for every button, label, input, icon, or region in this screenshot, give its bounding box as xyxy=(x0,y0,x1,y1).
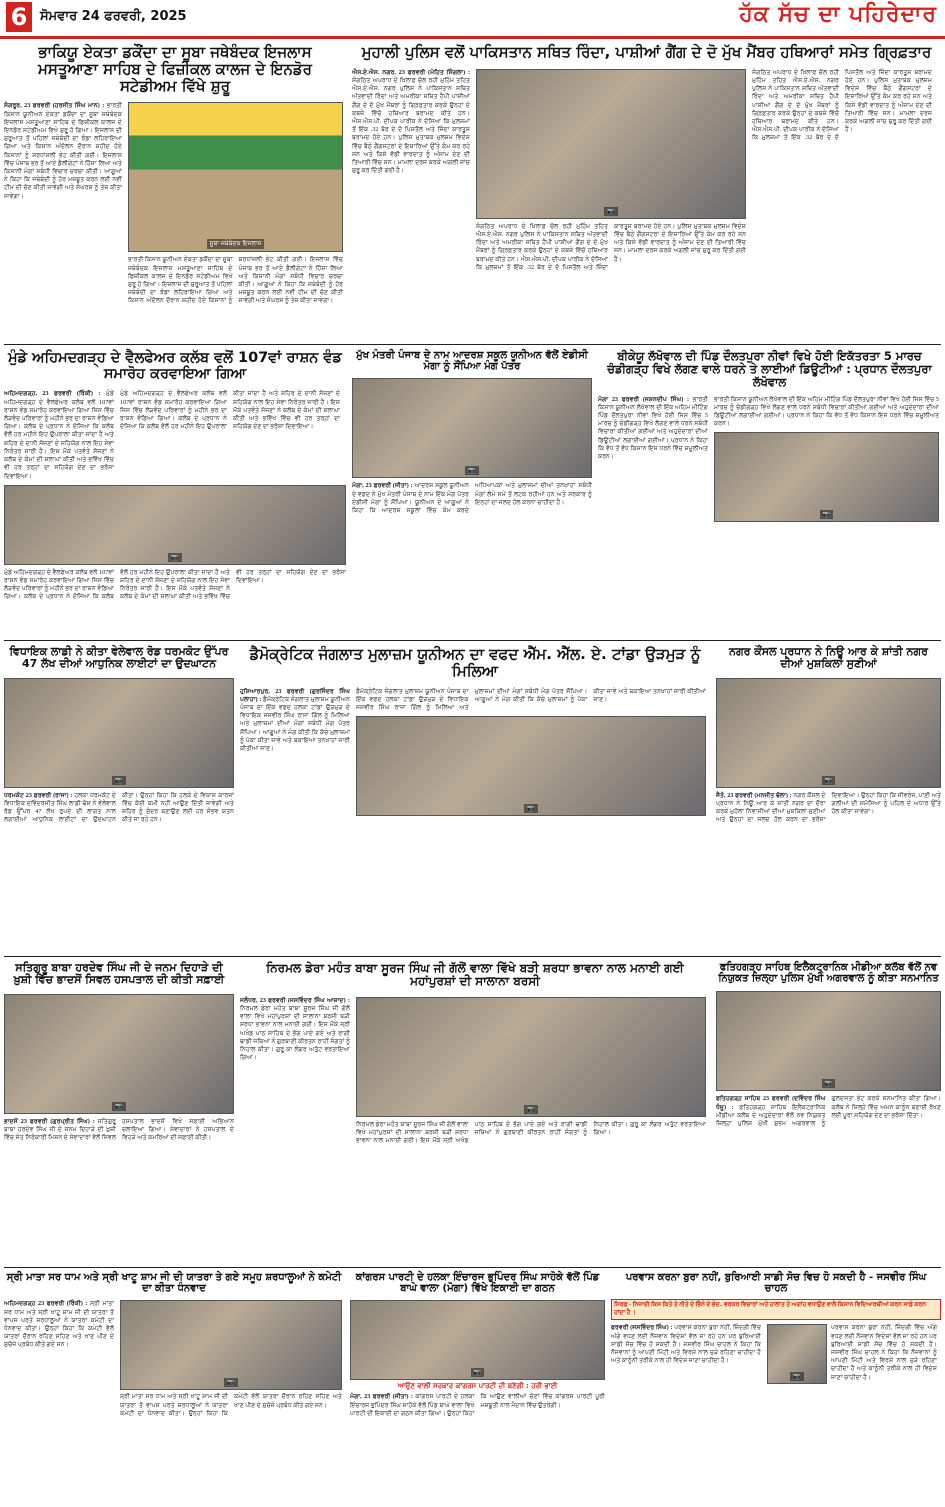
article-headline: ਭਾਕਿਯੂ ਏਕਤਾ ਡਕੌਂਦਾ ਦਾ ਸੂਬਾ ਜਥੇਬੰਦਕ ਇਜਲਾਸ ਮਸਤੂਆਣਾ ਸਾਹਿਬ ਦੇ ਫਿਜ਼ੀਕਲ ਕਾਲਜ ਦੇ ਇਨਡੋਰ ਸਟੇਡੀਅਮ ਵਿੱਖੇ ਸ਼ੁਰੂ xyxy=(38,43,312,95)
article-photo: 📷 xyxy=(4,485,346,565)
article-barsi: ਨਿਰਮਲ ਡੇਰਾ ਮਹੰਤ ਬਾਬਾ ਸੂਰਜ ਸਿੰਘ ਜੀ ਗੱਲੋਂ ਵਾਲਾ ਵਿੱਖੇ ਬੜੀ ਸ਼ਰਧਾ ਭਾਵਨਾ ਨਾਲ ਮਨਾਈ ਗਈ ਮਹਾਂਪੁਰਸ਼ਾਂ ਦੀ ਸਾਲਾਨਾ ਬਰਸੀ ਜਲੰਧਰ, 23 ਫਰਵਰੀ (ਜਸਵਿੰਦਰ ਸਿੰਘ ਆਜ਼ਾਦ) : ਨਿਰਮਲ ਡੇਰਾ ਮਹੰਤ ਬਾਬਾ ਸੂਰਜ ਸਿੰਘ ਜੀ ਗੱਲੋਂ ਵਾਲਾ ਵਿਖੇ ਮਹਾਂਪੁਰਸ਼ਾਂ ਦੀ ਸਾਲਾਨਾ ਬਰਸੀ ਬੜੀ ਸ਼ਰਧਾ ਭਾਵਨਾ ਨਾਲ ਮਨਾਈ ਗਈ। ਇਸ ਮੌਕੇ ਸ੍ਰੀ ਅਖੰਡ ਪਾਠ ਸਾਹਿਬ ਦੇ ਭੋਗ ਪਾਏ ਗਏ ਅਤੇ ਰਾਗੀ ਢਾਡੀ ਜਥਿਆਂ ਨੇ ਗੁਰਬਾਣੀ ਕੀਰਤਨ ਰਾਹੀਂ ਸੰਗਤਾਂ ਨੂੰ ਨਿਹਾਲ ਕੀਤਾ। ਗੁਰੂ ਕਾ ਲੰਗਰ ਅਤੁੱਟ ਵਰਤਾਇਆ ਗਿਆ। 📷 ਨਿਰਮਲ ਡੇਰਾ ਮਹੰਤ ਬਾਬਾ ਸੂਰਜ ਸਿੰਘ ਜੀ ਗੱਲੋਂ ਵਾਲਾ ਵਿਖੇ ਮਹਾਂਪੁਰਸ਼ਾਂ ਦੀ ਸਾਲਾਨਾ ਬਰਸੀ ਬੜੀ ਸ਼ਰਧਾ ਭਾਵਨਾ ਨਾਲ ਮਨਾਈ ਗਈ। ਇਸ ਮੌਕੇ ਸ੍ਰੀ ਅਖੰਡ ਪਾਠ ਸਾਹਿਬ ਦੇ ਭੋਗ ਪਾਏ ਗਏ ਅਤੇ ਰਾਗੀ ਢਾਡੀ ਜਥਿਆਂ ਨੇ ਗੁਰਬਾਣੀ ਕੀਰਤਨ ਰਾਹੀਂ ਸੰਗਤਾਂ ਨੂੰ ਨਿਹਾਲ ਕੀਤਾ। ਗੁਰੂ ਕਾ ਲੰਗਰ ਅਤੁੱਟ ਵਰਤਾਇਆ ਗਿਆ। xyxy=(240,960,710,1265)
article-headline: ਮੁਹਾਲੀ ਪੁਲਿਸ ਵਲੋਂ ਪਾਕਿਸਤਾਨ ਸਥਿਤ ਰਿੰਦਾ, ਪਾਸ਼ੀਆਂ ਗੈਂਗ ਦੇ ਦੋ ਮੁੱਖ ਮੈਂਬਰ ਹਥਿਆਰਾਂ ਸਮੇਤ ਗ੍ਰਿਫ਼ਤਾਰ xyxy=(361,43,932,61)
photo-banner: ਆਉਣ ਵਾਲੀ ਸਰਕਾਰ ਕਾਂਗਰਸ ਪਾਰਟੀ ਦੀ ਬਣੇਗੀ : ਹਰੀ ਭਾਈ xyxy=(397,1382,558,1391)
article-media-club: ਫਤਿਹਗੜ੍ਹ ਸਾਹਿਬ ਇਲੈਕਟ੍ਰਾਨਿਕ ਮੀਡੀਆ ਕਲੱਬ ਵੱਲੋਂ ਨਵ ਨਿਯੁਕਤ ਜ਼ਿਲ੍ਹਾ ਪੁਲਿਸ ਮੁੱਖੀ ਅਗਰਵਾਲ ਨੂੰ ਕੀਤਾ ਸਨਮਾਨਿਤ 📷 ਫਤਿਹਗੜ੍ਹ ਸਾਹਿਬ 23 ਫਰਵਰੀ (ਦਵਿੰਦਰ ਸਿੰਘ ਧੰਜੂ) : ਫਤਿਹਗੜ੍ਹ ਸਾਹਿਬ ਇਲੈਕਟ੍ਰਾਨਿਕ ਮੀਡੀਆ ਕਲੱਬ ਦੇ ਅਹੁਦੇਦਾਰਾਂ ਵੱਲੋਂ ਨਵ ਨਿਯੁਕਤ ਜ਼ਿਲ੍ਹਾ ਪੁਲਿਸ ਮੁੱਖੀ ਸ਼ੁਭਮ ਅਗਰਵਾਲ ਨੂੰ ਗੁਲਦਸਤਾ ਭੇਟ ਕਰਕੇ ਸਨਮਾਨਿਤ ਕੀਤਾ ਗਿਆ। ਕਲੱਬ ਨੇ ਜ਼ਿਲ੍ਹੇ ਵਿੱਚ ਅਮਨ ਕਾਨੂੰਨ ਬਣਾਈ ਰੱਖਣ ਲਈ ਪੂਰਾ ਸਹਿਯੋਗ ਦੇਣ ਦਾ ਭਰੋਸਾ ਦਿੱਤਾ। xyxy=(716,962,941,1127)
article-photo: 📷 xyxy=(350,1300,605,1380)
article-headline: ਕਾਂਗਰਸ ਪਾਰਟੀ ਦੇ ਹਲਕਾ ਇੰਚਾਰਜ ਭੁਪਿੰਦਰ ਸਿੰਘ ਸਾਹੋਕੇ ਵੱਲੋਂ ਪਿੰਡ ਬਾਘੇ ਵਾਲਾ (ਮੋਗਾ) ਵਿੱਖੇ ਇਕਾਈ ਦਾ ਗਠਨ xyxy=(355,1272,600,1295)
article-headline: ਸਤਿਗੁਰੂ ਬਾਬਾ ਹਰਦੇਵ ਸਿੰਘ ਜੀ ਦੇ ਜਨਮ ਦਿਹਾੜੇ ਦੀ ਖ਼ੁਸ਼ੀ ਵਿੱਚ ਭਾਦਸੋਂ ਸਿਵਲ ਹਸਪਤਾਲ ਦੀ ਕੀਤੀ ਸਫ਼ਾਈ xyxy=(13,961,225,987)
article-forest-union: ਡੈਮੋਕ੍ਰੇਟਿਕ ਜੰਗਲਾਤ ਮੁਲਾਜ਼ਮ ਯੂਨੀਅਨ ਦਾ ਵਫਦ ਐੱਮ. ਐੱਲ. ਏ. ਟਾਂਡਾ ਉੜਮੁੜ ਨੂੰ ਮਿਲਿਆ ਹੁਸ਼ਿਆਰਪੁਰ, 23 ਫਰਵਰੀ (ਗੁਰਜਿੰਦਰ ਸਿੰਘ ਪਲਾਹਾ) : ਡੈਮੋਕ੍ਰੇਟਿਕ ਜੰਗਲਾਤ ਮੁਲਾਜ਼ਮ ਯੂਨੀਅਨ ਪੰਜਾਬ ਦਾ ਇੱਕ ਵਫਦ ਹਲਕਾ ਟਾਂਡਾ ਉੜਮੁੜ ਦੇ ਵਿਧਾਇਕ ਜਸਵੀਰ ਸਿੰਘ ਰਾਜਾ ਗਿੱਲ ਨੂੰ ਮਿਲਿਆ ਅਤੇ ਮੁਲਾਜ਼ਮਾਂ ਦੀਆਂ ਮੰਗਾਂ ਸਬੰਧੀ ਮੰਗ ਪੱਤਰ ਸੌਂਪਿਆ। ਆਗੂਆਂ ਨੇ ਮੰਗ ਕੀਤੀ ਕਿ ਕੱਚੇ ਮੁਲਾਜ਼ਮਾਂ ਨੂੰ ਪੱਕਾ ਕੀਤਾ ਜਾਵੇ ਅਤੇ ਬਕਾਇਆ ਤਨਖ਼ਾਹਾਂ ਜਾਰੀ ਕੀਤੀਆਂ ਜਾਣ। ਡੈਮੋਕ੍ਰੇਟਿਕ ਜੰਗਲਾਤ ਮੁਲਾਜ਼ਮ ਯੂਨੀਅਨ ਪੰਜਾਬ ਦਾ ਇੱਕ ਵਫਦ ਹਲਕਾ ਟਾਂਡਾ ਉੜਮੁੜ ਦੇ ਵਿਧਾਇਕ ਜਸਵੀਰ ਸਿੰਘ ਰਾਜਾ ਗਿੱਲ ਨੂੰ ਮਿਲਿਆ ਅਤੇ ਮੁਲਾਜ਼ਮਾਂ ਦੀਆਂ ਮੰਗਾਂ ਸਬੰਧੀ ਮੰਗ ਪੱਤਰ ਸੌਂਪਿਆ। ਆਗੂਆਂ ਨੇ ਮੰਗ ਕੀਤੀ ਕਿ ਕੱਚੇ ਮੁਲਾਜ਼ਮਾਂ ਨੂੰ ਪੱਕਾ ਕੀਤਾ ਜਾਵੇ ਅਤੇ ਬਕਾਇਆ ਤਨਖ਼ਾਹਾਂ ਜਾਰੀ ਕੀਤੀਆਂ ਜਾਣ। 📷 xyxy=(240,644,710,954)
article-photo xyxy=(128,102,343,252)
article-headline: ਡੈਮੋਕ੍ਰੇਟਿਕ ਜੰਗਲਾਤ ਮੁਲਾਜ਼ਮ ਯੂਨੀਅਨ ਦਾ ਵਫਦ ਐੱਮ. ਐੱਲ. ਏ. ਟਾਂਡਾ ਉੜਮੁੜ ਨੂੰ ਮਿਲਿਆ xyxy=(249,645,701,680)
article-photo: 📷 xyxy=(4,678,234,788)
article-photo: 📷 xyxy=(714,432,939,522)
article-ladi-lights: ਵਿਧਾਇਕ ਲਾਡੀ ਨੇ ਕੀਤਾ ਵੇਲੇਵਾਲ ਰੋਡ ਧਰਮਕੋਟ ਉੱਪਰ 47 ਲੱਖ ਦੀਆਂ ਆਧੁਨਿਕ ਲਾਈਟਾਂ ਦਾ ਉਦਘਾਟਨ 📷 ਧਰਮਕੋਟ 23 ਫਰਵਰੀ (ਰਾਜਾ) : ਹਲਕਾ ਧਰਮਕੋਟ ਦੇ ਵਿਧਾਇਕ ਦਵਿੰਦਰਜੀਤ ਸਿੰਘ ਲਾਡੀ ਢੋਸ ਨੇ ਵੇਲੇਵਾਲ ਰੋਡ ਉੱਪਰ 47 ਲੱਖ ਰੁਪਏ ਦੀ ਲਾਗਤ ਨਾਲ ਲਗਾਈਆਂ ਆਧੁਨਿਕ ਲਾਈਟਾਂ ਦਾ ਉਦਘਾਟਨ ਕੀਤਾ। ਉਨ੍ਹਾਂ ਕਿਹਾ ਕਿ ਹਲਕੇ ਦੇ ਵਿਕਾਸ ਕਾਰਜਾਂ ਵਿੱਚ ਕੋਈ ਕਮੀ ਨਹੀਂ ਆਉਣ ਦਿੱਤੀ ਜਾਵੇਗੀ ਅਤੇ ਸ਼ਹਿਰ ਨੂੰ ਸੁੰਦਰ ਬਣਾਉਣ ਲਈ ਹਰ ਸੰਭਵ ਯਤਨ ਕੀਤੇ ਜਾ ਰਹੇ ਹਨ। xyxy=(4,645,234,824)
article-bku-lakhowal: ਬੀਕੇਯੂ ਲੱਖੋਵਾਲ ਦੀ ਪਿੰਡ ਦੌਲਤਪੁਰਾ ਨੀਵਾਂ ਵਿਖੇ ਹੋਈ ਇਕੱਤਰਤਾ 5 ਮਾਰਚ ਚੰਡੀਗੜ੍ਹ ਵਿਖੇ ਲੱਗਣ ਵਾਲੇ ਧਰਨੇ ਤੇ ਲਾਈਆਂ ਡਿਊਟੀਆਂ : ਪ੍ਰਧਾਨ ਦੌਲਤਪੁਰਾ ਲੱਖੋਵਾਲ ਮੋਗਾ 23 ਫਰਵਰੀ (ਜਸ਼ਨਦੀਪ ਸਿੰਘ) : ਭਾਰਤੀ ਕਿਸਾਨ ਯੂਨੀਅਨ ਲੱਖੋਵਾਲ ਦੀ ਇੱਕ ਅਹਿਮ ਮੀਟਿੰਗ ਪਿੰਡ ਦੌਲਤਪੁਰਾ ਨੀਵਾਂ ਵਿਖੇ ਹੋਈ ਜਿਸ ਵਿੱਚ 5 ਮਾਰਚ ਨੂੰ ਚੰਡੀਗੜ੍ਹ ਵਿਖੇ ਲੱਗਣ ਵਾਲੇ ਧਰਨੇ ਸਬੰਧੀ ਵਿਚਾਰਾਂ ਕੀਤੀਆਂ ਗਈਆਂ ਅਤੇ ਅਹੁਦੇਦਾਰਾਂ ਦੀਆਂ ਡਿਊਟੀਆਂ ਲਗਾਈਆਂ ਗਈਆਂ। ਪ੍ਰਧਾਨ ਨੇ ਕਿਹਾ ਕਿ ਵੱਧ ਤੋਂ ਵੱਧ ਕਿਸਾਨ ਇਸ ਧਰਨੇ ਵਿੱਚ ਸ਼ਮੂਲੀਅਤ ਕਰਨ। ਭਾਰਤੀ ਕਿਸਾਨ ਯੂਨੀਅਨ ਲੱਖੋਵਾਲ ਦੀ ਇੱਕ ਅਹਿਮ ਮੀਟਿੰਗ ਪਿੰਡ ਦੌਲਤਪੁਰਾ ਨੀਵਾਂ ਵਿਖੇ ਹੋਈ ਜਿਸ ਵਿੱਚ 5 ਮਾਰਚ ਨੂੰ ਚੰਡੀਗੜ੍ਹ ਵਿਖੇ ਲੱਗਣ ਵਾਲੇ ਧਰਨੇ ਸਬੰਧੀ ਵਿਚਾਰਾਂ ਕੀਤੀਆਂ ਗਈਆਂ ਅਤੇ ਅਹੁਦੇਦਾਰਾਂ ਦੀਆਂ ਡਿਊਟੀਆਂ ਲਗਾਈਆਂ ਗਈਆਂ। ਪ੍ਰਧਾਨ ਨੇ ਕਿਹਾ ਕਿ ਵੱਧ ਤੋਂ ਵੱਧ ਕਿਸਾਨ ਇਸ ਧਰਨੇ ਵਿੱਚ ਸ਼ਮੂਲੀਅਤ ਕਰਨ। 📷 xyxy=(598,348,941,638)
article-kisan-ijlas: ਭਾਕਿਯੂ ਏਕਤਾ ਡਕੌਂਦਾ ਦਾ ਸੂਬਾ ਜਥੇਬੰਦਕ ਇਜਲਾਸ ਮਸਤੂਆਣਾ ਸਾਹਿਬ ਦੇ ਫਿਜ਼ੀਕਲ ਕਾਲਜ ਦੇ ਇਨਡੋਰ ਸਟੇਡੀਅਮ ਵਿੱਖੇ ਸ਼ੁਰੂ ਸੰਗਰੂਰ, 23 ਫਰਵਰੀ (ਹਰਜੀਤ ਸਿੰਘ ਮਾਨ) : ਭਾਰਤੀ ਕਿਸਾਨ ਯੂਨੀਅਨ ਏਕਤਾ ਡਕੌਂਦਾ ਦਾ ਸੂਬਾ ਜਥੇਬੰਦਕ ਇਜਲਾਸ ਮਸਤੂਆਣਾ ਸਾਹਿਬ ਦੇ ਫਿਜ਼ੀਕਲ ਕਾਲਜ ਦੇ ਇਨਡੋਰ ਸਟੇਡੀਅਮ ਵਿਖੇ ਸ਼ੁਰੂ ਹੋ ਗਿਆ। ਇਜਲਾਸ ਦੀ ਸ਼ੁਰੂਆਤ ਤੋਂ ਪਹਿਲਾਂ ਜਥੇਬੰਦੀ ਦਾ ਝੰਡਾ ਲਹਿਰਾਇਆ ਗਿਆ ਅਤੇ ਕਿਸਾਨ ਅੰਦੋਲਨ ਦੌਰਾਨ ਸ਼ਹੀਦ ਹੋਏ ਕਿਸਾਨਾਂ ਨੂੰ ਸ਼ਰਧਾਂਜਲੀ ਭੇਟ ਕੀਤੀ ਗਈ। ਇਜਲਾਸ ਵਿੱਚ ਪੰਜਾਬ ਭਰ ਤੋਂ ਆਏ ਡੈਲੀਗੇਟਾਂ ਨੇ ਹਿੱਸਾ ਲਿਆ ਅਤੇ ਕਿਸਾਨੀ ਮੰਗਾਂ ਸਬੰਧੀ ਵਿਚਾਰ ਚਰਚਾ ਕੀਤੀ। ਆਗੂਆਂ ਨੇ ਕਿਹਾ ਕਿ ਜਥੇਬੰਦੀ ਨੂੰ ਹੋਰ ਮਜ਼ਬੂਤ ਕਰਨ ਲਈ ਨਵੀਂ ਟੀਮ ਦੀ ਚੋਣ ਕੀਤੀ ਜਾਵੇਗੀ ਅਤੇ ਸੰਘਰਸ਼ ਨੂੰ ਤੇਜ਼ ਕੀਤਾ ਜਾਵੇਗਾ। ਸੂਬਾ ਜਥੇਬੰਦਕ ਇਜਲਾਸ ਭਾਰਤੀ ਕਿਸਾਨ ਯੂਨੀਅਨ ਏਕਤਾ ਡਕੌਂਦਾ ਦਾ ਸੂਬਾ ਜਥੇਬੰਦਕ ਇਜਲਾਸ ਮਸਤੂਆਣਾ ਸਾਹਿਬ ਦੇ ਫਿਜ਼ੀਕਲ ਕਾਲਜ ਦੇ ਇਨਡੋਰ ਸਟੇਡੀਅਮ ਵਿਖੇ ਸ਼ੁਰੂ ਹੋ ਗਿਆ। ਇਜਲਾਸ ਦੀ ਸ਼ੁਰੂਆਤ ਤੋਂ ਪਹਿਲਾਂ ਜਥੇਬੰਦੀ ਦਾ ਝੰਡਾ ਲਹਿਰਾਇਆ ਗਿਆ ਅਤੇ ਕਿਸਾਨ ਅੰਦੋਲਨ ਦੌਰਾਨ ਸ਼ਹੀਦ ਹੋਏ ਕਿਸਾਨਾਂ ਨੂੰ ਸ਼ਰਧਾਂਜਲੀ ਭੇਟ ਕੀਤੀ ਗਈ। ਇਜਲਾਸ ਵਿੱਚ ਪੰਜਾਬ ਭਰ ਤੋਂ ਆਏ ਡੈਲੀਗੇਟਾਂ ਨੇ ਹਿੱਸਾ ਲਿਆ ਅਤੇ ਕਿਸਾਨੀ ਮੰਗਾਂ ਸਬੰਧੀ ਵਿਚਾਰ ਚਰਚਾ ਕੀਤੀ। ਆਗੂਆਂ ਨੇ ਕਿਹਾ ਕਿ ਜਥੇਬੰਦੀ ਨੂੰ ਹੋਰ ਮਜ਼ਬੂਤ ਕਰਨ ਲਈ ਨਵੀਂ ਟੀਮ ਦੀ ਚੋਣ ਕੀਤੀ ਜਾਵੇਗੀ ਅਤੇ ਸੰਘਰਸ਼ ਨੂੰ ਤੇਜ਼ ਕੀਤਾ ਜਾਵੇਗਾ। xyxy=(4,42,346,342)
masthead xyxy=(0,0,945,38)
article-photo: 📷 xyxy=(356,997,706,1117)
article-headline: ਸ੍ਰੀ ਮਾਤਾ ਸਰ ਧਾਮ ਅਤੇ ਸ੍ਰੀ ਖਾਟੂ ਸ਼ਾਮ ਜੀ ਦੀ ਯਾਤਰਾ ਤੇ ਗਏ ਸਮੂਹ ਸ਼ਰਧਾਲੂਆਂ ਨੇ ਕਮੇਟੀ ਦਾ ਕੀਤਾ ਧੰਨਵਾਦ xyxy=(6,1272,342,1295)
article-photo: 📷 xyxy=(476,69,746,219)
article-headline: ਪਰਵਾਸ ਕਰਨਾ ਬੁਰਾ ਨਹੀਂ, ਬੁਰਿਆਈ ਸਾਡੀ ਸੋਚ ਵਿਚ ਹੋ ਸਕਦੀ ਹੈ - ਜਸਵੀਰ ਸਿੰਘ ਚਾਹਲ xyxy=(625,1272,927,1295)
article-headline: ਨਗਰ ਕੌਂਸਲ ਪ੍ਰਧਾਨ ਨੇ ਨਿਊ ਆਰ ਕੇ ਸ਼ਾਂਤੀ ਨਗਰ ਦੀਆਂ ਮੁਸ਼ਕਿਲਾਂ ਸੁਣੀਆਂ xyxy=(729,645,928,671)
article-photo: 📷 xyxy=(352,378,592,478)
article-council-president: ਨਗਰ ਕੌਂਸਲ ਪ੍ਰਧਾਨ ਨੇ ਨਿਊ ਆਰ ਕੇ ਸ਼ਾਂਤੀ ਨਗਰ ਦੀਆਂ ਮੁਸ਼ਕਿਲਾਂ ਸੁਣੀਆਂ 📷 ਜੈਤੋ, 23 ਫਰਵਰੀ (ਮਨਜੀਤ ਢੱਲਾ) : ਨਗਰ ਕੌਂਸਲ ਦੇ ਪ੍ਰਧਾਨ ਨੇ ਨਿਊ ਆਰ ਕੇ ਸ਼ਾਂਤੀ ਨਗਰ ਦਾ ਦੌਰਾ ਕਰਕੇ ਮੁਹੱਲਾ ਨਿਵਾਸੀਆਂ ਦੀਆਂ ਮੁਸ਼ਕਿਲਾਂ ਸੁਣੀਆਂ ਅਤੇ ਉਨ੍ਹਾਂ ਦਾ ਜਲਦ ਹੱਲ ਕਰਨ ਦਾ ਭਰੋਸਾ ਦਿਵਾਇਆ। ਉਨ੍ਹਾਂ ਕਿਹਾ ਕਿ ਸੀਵਰੇਜ, ਪਾਣੀ ਅਤੇ ਗਲੀਆਂ ਦੀ ਸਮੱਸਿਆ ਨੂੰ ਪਹਿਲ ਦੇ ਅਧਾਰ ਉੱਤੇ ਹੱਲ ਕੀਤਾ ਜਾਵੇਗਾ। xyxy=(716,645,941,824)
article-yatra: ਸ੍ਰੀ ਮਾਤਾ ਸਰ ਧਾਮ ਅਤੇ ਸ੍ਰੀ ਖਾਟੂ ਸ਼ਾਮ ਜੀ ਦੀ ਯਾਤਰਾ ਤੇ ਗਏ ਸਮੂਹ ਸ਼ਰਧਾਲੂਆਂ ਨੇ ਕਮੇਟੀ ਦਾ ਕੀਤਾ ਧੰਨਵਾਦ ਅਹਿਮਦਗੜ੍ਹ 23 ਫਰਵਰੀ (ਰਿੰਕੀ) : ਸ੍ਰੀ ਮਾਤਾ ਸਰ ਧਾਮ ਅਤੇ ਸ੍ਰੀ ਖਾਟੂ ਸ਼ਾਮ ਜੀ ਦੀ ਯਾਤਰਾ ਤੋਂ ਵਾਪਸ ਪਰਤੇ ਸ਼ਰਧਾਲੂਆਂ ਨੇ ਯਾਤਰਾ ਕਮੇਟੀ ਦਾ ਧੰਨਵਾਦ ਕੀਤਾ। ਉਨ੍ਹਾਂ ਕਿਹਾ ਕਿ ਕਮੇਟੀ ਵੱਲੋਂ ਯਾਤਰਾ ਦੌਰਾਨ ਰਹਿਣ ਸਹਿਣ ਅਤੇ ਖਾਣ ਪੀਣ ਦੇ ਸੁਚੱਜੇ ਪ੍ਰਬੰਧ ਕੀਤੇ ਗਏ ਸਨ। 📷 ਸ੍ਰੀ ਮਾਤਾ ਸਰ ਧਾਮ ਅਤੇ ਸ੍ਰੀ ਖਾਟੂ ਸ਼ਾਮ ਜੀ ਦੀ ਯਾਤਰਾ ਤੋਂ ਵਾਪਸ ਪਰਤੇ ਸ਼ਰਧਾਲੂਆਂ ਨੇ ਯਾਤਰਾ ਕਮੇਟੀ ਦਾ ਧੰਨਵਾਦ ਕੀਤਾ। ਉਨ੍ਹਾਂ ਕਿਹਾ ਕਿ ਕਮੇਟੀ ਵੱਲੋਂ ਯਾਤਰਾ ਦੌਰਾਨ ਰਹਿਣ ਸਹਿਣ ਅਤੇ ਖਾਣ ਪੀਣ ਦੇ ਸੁਚੱਜੇ ਪ੍ਰਬੰਧ ਕੀਤੇ ਗਏ ਸਨ। xyxy=(4,1272,342,1417)
article-headline: ਮੁੰਡੇ ਅਹਿਮਦਗੜ੍ਹ ਦੇ ਵੈਲਫੇਅਰ ਕਲੱਬ ਵਲੋਂ 107ਵਾਂ ਰਾਸ਼ਨ ਵੰਡ ਸਮਾਰੋਹ ਕਰਵਾਇਆ ਗਿਆ xyxy=(8,350,342,383)
article-headline: ਨਿਰਮਲ ਡੇਰਾ ਮਹੰਤ ਬਾਬਾ ਸੂਰਜ ਸਿੰਘ ਜੀ ਗੱਲੋਂ ਵਾਲਾ ਵਿੱਖੇ ਬੜੀ ਸ਼ਰਧਾ ਭਾਵਨਾ ਨਾਲ ਮਨਾਈ ਗਈ ਮਹਾਂਪੁਰਸ਼ਾਂ ਦੀ ਸਾਲਾਨਾ ਬਰਸੀ xyxy=(266,961,684,989)
article-congress-unit: ਕਾਂਗਰਸ ਪਾਰਟੀ ਦੇ ਹਲਕਾ ਇੰਚਾਰਜ ਭੁਪਿੰਦਰ ਸਿੰਘ ਸਾਹੋਕੇ ਵੱਲੋਂ ਪਿੰਡ ਬਾਘੇ ਵਾਲਾ (ਮੋਗਾ) ਵਿੱਖੇ ਇਕਾਈ ਦਾ ਗਠਨ 📷 ਆਉਣ ਵਾਲੀ ਸਰਕਾਰ ਕਾਂਗਰਸ ਪਾਰਟੀ ਦੀ ਬਣੇਗੀ : ਹਰੀ ਭਾਈ ਮੋਗਾ, 23 ਫਰਵਰੀ (ਜੀਤਾ) : ਕਾਂਗਰਸ ਪਾਰਟੀ ਦੇ ਹਲਕਾ ਇੰਚਾਰਜ ਭੁਪਿੰਦਰ ਸਿੰਘ ਸਾਹੋਕੇ ਵੱਲੋਂ ਪਿੰਡ ਬਾਘੇ ਵਾਲਾ ਵਿਖੇ ਪਾਰਟੀ ਦੀ ਇਕਾਈ ਦਾ ਗਠਨ ਕੀਤਾ ਗਿਆ। ਉਨ੍ਹਾਂ ਕਿਹਾ ਕਿ ਆਉਣ ਵਾਲੀਆਂ ਚੋਣਾਂ ਵਿੱਚ ਕਾਂਗਰਸ ਪਾਰਟੀ ਪੂਰੀ ਮਜ਼ਬੂਤੀ ਨਾਲ ਮੈਦਾਨ ਵਿੱਚ ਉਤਰੇਗੀ। xyxy=(350,1272,605,1417)
article-body: ਐਸ.ਏ.ਐਸ. ਨਗਰ, 23 ਫਰਵਰੀ (ਮੋਹਿਤ ਸਿੰਗਲਾ) : ਸੰਗਠਿਤ ਅਪਰਾਧ ਦੇ ਖ਼ਿਲਾਫ਼ ਚੱਲ ਰਹੀ ਮੁਹਿੰਮ ਤਹਿਤ ਐਸ.ਏ.ਐਸ. ਨਗਰ ਪੁਲਿਸ ਨੇ ਪਾਕਿਸਤਾਨ ਸਥਿਤ ਅੱਤਵਾਦੀ ਰਿੰਦਾ ਅਤੇ ਅਮਰੀਕਾ ਸਥਿਤ ਹੈਪੀ ਪਾਸ਼ੀਆਂ ਗੈਂਗ ਦੇ ਦੋ ਮੁੱਖ ਮੈਂਬਰਾਂ ਨੂੰ ਗ੍ਰਿਫ਼ਤਾਰ ਕਰਕੇ ਉਨ੍ਹਾਂ ਦੇ ਕਬਜ਼ੇ ਵਿੱਚੋਂ ਹਥਿਆਰ ਬਰਾਮਦ ਕੀਤੇ ਹਨ। ਐਸ.ਐਸ.ਪੀ. ਦੀਪਕ ਪਾਰੀਕ ਨੇ ਦੱਸਿਆ ਕਿ ਮੁਲਜ਼ਮਾਂ ਤੋਂ ਇੱਕ .32 ਬੋਰ ਦੇ ਦੋ ਪਿਸਤੌਲ ਅਤੇ ਜ਼ਿੰਦਾ ਕਾਰਤੂਸ ਬਰਾਮਦ ਹੋਏ ਹਨ। ਪੁਲਿਸ ਮੁਤਾਬਕ ਮੁਲਜ਼ਮ ਵਿਦੇਸ਼ ਵਿੱਚ ਬੈਠੇ ਗੈਂਗਸਟਰਾਂ ਦੇ ਇਸ਼ਾਰਿਆਂ ਉੱਤੇ ਕੰਮ ਕਰ ਰਹੇ ਸਨ ਅਤੇ ਕਿਸੇ ਵੱਡੀ ਵਾਰਦਾਤ ਨੂੰ ਅੰਜਾਮ ਦੇਣ ਦੀ ਤਿਆਰੀ ਵਿੱਚ ਸਨ। ਮਾਮਲਾ ਦਰਜ ਕਰਕੇ ਅਗਲੀ ਜਾਂਚ ਸ਼ੁਰੂ ਕਰ ਦਿੱਤੀ ਗਈ ਹੈ। xyxy=(352,68,470,175)
article-kicker: ਸਿਰਫ਼ - ਨਿਜਾਈ ਕਿਸ ਕਿਤੇ ਤੇ ਨੀਤੇ ਦੇ ਭਿੰਨੇ ਦੇ ਭੇਦ.. ਵਰਕਰ ਵਿਚਾਰਾਂ ਅਤੇ ਹਾਲਾਤ ਤੇ ਅਗਾਂਹ ਵਧਾਉਣ ਵਾਲੇ ਕਿਸਾਨ ਵਿਦਿਆਰਥੀਆਂ ਕਰਨ ਸਾਡੇ ਕਰਨ ਹਾਂਦਾ ਹੈ । xyxy=(611,1299,941,1320)
article-photo: 📷 xyxy=(716,678,941,788)
article-headline: ਵਿਧਾਇਕ ਲਾਡੀ ਨੇ ਕੀਤਾ ਵੇਲੇਵਾਲ ਰੋਡ ਧਰਮਕੋਟ ਉੱਪਰ 47 ਲੱਖ ਦੀਆਂ ਆਧੁਨਿਕ ਲਾਈਟਾਂ ਦਾ ਉਦਘਾਟਨ xyxy=(9,645,229,671)
article-body: ਸੰਗਰੂਰ, 23 ਫਰਵਰੀ (ਹਰਜੀਤ ਸਿੰਘ ਮਾਨ) : ਭਾਰਤੀ ਕਿਸਾਨ ਯੂਨੀਅਨ ਏਕਤਾ ਡਕੌਂਦਾ ਦਾ ਸੂਬਾ ਜਥੇਬੰਦਕ ਇਜਲਾਸ ਮਸਤੂਆਣਾ ਸਾਹਿਬ ਦੇ ਫਿਜ਼ੀਕਲ ਕਾਲਜ ਦੇ ਇਨਡੋਰ ਸਟੇਡੀਅਮ ਵਿਖੇ ਸ਼ੁਰੂ ਹੋ ਗਿਆ। ਇਜਲਾਸ ਦੀ ਸ਼ੁਰੂਆਤ ਤੋਂ ਪਹਿਲਾਂ ਜਥੇਬੰਦੀ ਦਾ ਝੰਡਾ ਲਹਿਰਾਇਆ ਗਿਆ ਅਤੇ ਕਿਸਾਨ ਅੰਦੋਲਨ ਦੌਰਾਨ ਸ਼ਹੀਦ ਹੋਏ ਕਿਸਾਨਾਂ ਨੂੰ ਸ਼ਰਧਾਂਜਲੀ ਭੇਟ ਕੀਤੀ ਗਈ। ਇਜਲਾਸ ਵਿੱਚ ਪੰਜਾਬ ਭਰ ਤੋਂ ਆਏ ਡੈਲੀਗੇਟਾਂ ਨੇ ਹਿੱਸਾ ਲਿਆ ਅਤੇ ਕਿਸਾਨੀ ਮੰਗਾਂ ਸਬੰਧੀ ਵਿਚਾਰ ਚਰਚਾ ਕੀਤੀ। ਆਗੂਆਂ ਨੇ ਕਿਹਾ ਕਿ ਜਥੇਬੰਦੀ ਨੂੰ ਹੋਰ ਮਜ਼ਬੂਤ ਕਰਨ ਲਈ ਨਵੀਂ ਟੀਮ ਦੀ ਚੋਣ ਕੀਤੀ ਜਾਵੇਗੀ ਅਤੇ ਸੰਘਰਸ਼ ਨੂੰ ਤੇਜ਼ ਕੀਤਾ ਜਾਵੇਗਾ। xyxy=(4,102,122,200)
article-ration-distribution: ਮੁੰਡੇ ਅਹਿਮਦਗੜ੍ਹ ਦੇ ਵੈਲਫੇਅਰ ਕਲੱਬ ਵਲੋਂ 107ਵਾਂ ਰਾਸ਼ਨ ਵੰਡ ਸਮਾਰੋਹ ਕਰਵਾਇਆ ਗਿਆ ਅਹਿਮਦਗੜ੍ਹ, 23 ਫਰਵਰੀ (ਰਿੰਕੀ) : ਮੁੰਡੇ ਅਹਿਮਦਗੜ੍ਹ ਦੇ ਵੈਲਫੇਅਰ ਕਲੱਬ ਵਲੋਂ 107ਵਾਂ ਰਾਸ਼ਨ ਵੰਡ ਸਮਾਰੋਹ ਕਰਵਾਇਆ ਗਿਆ ਜਿਸ ਵਿੱਚ ਲੋੜਵੰਦ ਪਰਿਵਾਰਾਂ ਨੂੰ ਮਹੀਨੇ ਭਰ ਦਾ ਰਾਸ਼ਨ ਵੰਡਿਆ ਗਿਆ। ਕਲੱਬ ਦੇ ਪ੍ਰਧਾਨ ਨੇ ਦੱਸਿਆ ਕਿ ਕਲੱਬ ਵੱਲੋਂ ਹਰ ਮਹੀਨੇ ਇਹ ਉਪਰਾਲਾ ਕੀਤਾ ਜਾਂਦਾ ਹੈ ਅਤੇ ਸ਼ਹਿਰ ਦੇ ਦਾਨੀ ਸੱਜਣਾਂ ਦੇ ਸਹਿਯੋਗ ਨਾਲ ਇਹ ਸੇਵਾ ਨਿਰੰਤਰ ਜਾਰੀ ਹੈ। ਇਸ ਮੌਕੇ ਪਤਵੰਤੇ ਸੱਜਣਾਂ ਨੇ ਕਲੱਬ ਦੇ ਕੰਮਾਂ ਦੀ ਸ਼ਲਾਘਾ ਕੀਤੀ ਅਤੇ ਭਵਿੱਖ ਵਿੱਚ ਵੀ ਹਰ ਤਰ੍ਹਾਂ ਦਾ ਸਹਿਯੋਗ ਦੇਣ ਦਾ ਭਰੋਸਾ ਦਿਵਾਇਆ। ਮੁੰਡੇ ਅਹਿਮਦਗੜ੍ਹ ਦੇ ਵੈਲਫੇਅਰ ਕਲੱਬ ਵਲੋਂ 107ਵਾਂ ਰਾਸ਼ਨ ਵੰਡ ਸਮਾਰੋਹ ਕਰਵਾਇਆ ਗਿਆ ਜਿਸ ਵਿੱਚ ਲੋੜਵੰਦ ਪਰਿਵਾਰਾਂ ਨੂੰ ਮਹੀਨੇ ਭਰ ਦਾ ਰਾਸ਼ਨ ਵੰਡਿਆ ਗਿਆ। ਕਲੱਬ ਦੇ ਪ੍ਰਧਾਨ ਨੇ ਦੱਸਿਆ ਕਿ ਕਲੱਬ ਵੱਲੋਂ ਹਰ ਮਹੀਨੇ ਇਹ ਉਪਰਾਲਾ ਕੀਤਾ ਜਾਂਦਾ ਹੈ ਅਤੇ ਸ਼ਹਿਰ ਦੇ ਦਾਨੀ ਸੱਜਣਾਂ ਦੇ ਸਹਿਯੋਗ ਨਾਲ ਇਹ ਸੇਵਾ ਨਿਰੰਤਰ ਜਾਰੀ ਹੈ। ਇਸ ਮੌਕੇ ਪਤਵੰਤੇ ਸੱਜਣਾਂ ਨੇ ਕਲੱਬ ਦੇ ਕੰਮਾਂ ਦੀ ਸ਼ਲਾਘਾ ਕੀਤੀ ਅਤੇ ਭਵਿੱਖ ਵਿੱਚ ਵੀ ਹਰ ਤਰ੍ਹਾਂ ਦਾ ਸਹਿਯੋਗ ਦੇਣ ਦਾ ਭਰੋਸਾ ਦਿਵਾਇਆ। 📷 ਮੁੰਡੇ ਅਹਿਮਦਗੜ੍ਹ ਦੇ ਵੈਲਫੇਅਰ ਕਲੱਬ ਵਲੋਂ 107ਵਾਂ ਰਾਸ਼ਨ ਵੰਡ ਸਮਾਰੋਹ ਕਰਵਾਇਆ ਗਿਆ ਜਿਸ ਵਿੱਚ ਲੋੜਵੰਦ ਪਰਿਵਾਰਾਂ ਨੂੰ ਮਹੀਨੇ ਭਰ ਦਾ ਰਾਸ਼ਨ ਵੰਡਿਆ ਗਿਆ। ਕਲੱਬ ਦੇ ਪ੍ਰਧਾਨ ਨੇ ਦੱਸਿਆ ਕਿ ਕਲੱਬ ਵੱਲੋਂ ਹਰ ਮਹੀਨੇ ਇਹ ਉਪਰਾਲਾ ਕੀਤਾ ਜਾਂਦਾ ਹੈ ਅਤੇ ਸ਼ਹਿਰ ਦੇ ਦਾਨੀ ਸੱਜਣਾਂ ਦੇ ਸਹਿਯੋਗ ਨਾਲ ਇਹ ਸੇਵਾ ਨਿਰੰਤਰ ਜਾਰੀ ਹੈ। ਇਸ ਮੌਕੇ ਪਤਵੰਤੇ ਸੱਜਣਾਂ ਨੇ ਕਲੱਬ ਦੇ ਕੰਮਾਂ ਦੀ ਸ਼ਲਾਘਾ ਕੀਤੀ ਅਤੇ ਭਵਿੱਖ ਵਿੱਚ ਵੀ ਹਰ ਤਰ੍ਹਾਂ ਦਾ ਸਹਿਯੋਗ ਦੇਣ ਦਾ ਭਰੋਸਾ ਦਿਵਾਇਆ। xyxy=(4,350,346,601)
article-mohali-police: ਮੁਹਾਲੀ ਪੁਲਿਸ ਵਲੋਂ ਪਾਕਿਸਤਾਨ ਸਥਿਤ ਰਿੰਦਾ, ਪਾਸ਼ੀਆਂ ਗੈਂਗ ਦੇ ਦੋ ਮੁੱਖ ਮੈਂਬਰ ਹਥਿਆਰਾਂ ਸਮੇਤ ਗ੍ਰਿਫ਼ਤਾਰ ਐਸ.ਏ.ਐਸ. ਨਗਰ, 23 ਫਰਵਰੀ (ਮੋਹਿਤ ਸਿੰਗਲਾ) : ਸੰਗਠਿਤ ਅਪਰਾਧ ਦੇ ਖ਼ਿਲਾਫ਼ ਚੱਲ ਰਹੀ ਮੁਹਿੰਮ ਤਹਿਤ ਐਸ.ਏ.ਐਸ. ਨਗਰ ਪੁਲਿਸ ਨੇ ਪਾਕਿਸਤਾਨ ਸਥਿਤ ਅੱਤਵਾਦੀ ਰਿੰਦਾ ਅਤੇ ਅਮਰੀਕਾ ਸਥਿਤ ਹੈਪੀ ਪਾਸ਼ੀਆਂ ਗੈਂਗ ਦੇ ਦੋ ਮੁੱਖ ਮੈਂਬਰਾਂ ਨੂੰ ਗ੍ਰਿਫ਼ਤਾਰ ਕਰਕੇ ਉਨ੍ਹਾਂ ਦੇ ਕਬਜ਼ੇ ਵਿੱਚੋਂ ਹਥਿਆਰ ਬਰਾਮਦ ਕੀਤੇ ਹਨ। ਐਸ.ਐਸ.ਪੀ. ਦੀਪਕ ਪਾਰੀਕ ਨੇ ਦੱਸਿਆ ਕਿ ਮੁਲਜ਼ਮਾਂ ਤੋਂ ਇੱਕ .32 ਬੋਰ ਦੇ ਦੋ ਪਿਸਤੌਲ ਅਤੇ ਜ਼ਿੰਦਾ ਕਾਰਤੂਸ ਬਰਾਮਦ ਹੋਏ ਹਨ। ਪੁਲਿਸ ਮੁਤਾਬਕ ਮੁਲਜ਼ਮ ਵਿਦੇਸ਼ ਵਿੱਚ ਬੈਠੇ ਗੈਂਗਸਟਰਾਂ ਦੇ ਇਸ਼ਾਰਿਆਂ ਉੱਤੇ ਕੰਮ ਕਰ ਰਹੇ ਸਨ ਅਤੇ ਕਿਸੇ ਵੱਡੀ ਵਾਰਦਾਤ ਨੂੰ ਅੰਜਾਮ ਦੇਣ ਦੀ ਤਿਆਰੀ ਵਿੱਚ ਸਨ। ਮਾਮਲਾ ਦਰਜ ਕਰਕੇ ਅਗਲੀ ਜਾਂਚ ਸ਼ੁਰੂ ਕਰ ਦਿੱਤੀ ਗਈ ਹੈ। 📷 ਸੰਗਠਿਤ ਅਪਰਾਧ ਦੇ ਖ਼ਿਲਾਫ਼ ਚੱਲ ਰਹੀ ਮੁਹਿੰਮ ਤਹਿਤ ਐਸ.ਏ.ਐਸ. ਨਗਰ ਪੁਲਿਸ ਨੇ ਪਾਕਿਸਤਾਨ ਸਥਿਤ ਅੱਤਵਾਦੀ ਰਿੰਦਾ ਅਤੇ ਅਮਰੀਕਾ ਸਥਿਤ ਹੈਪੀ ਪਾਸ਼ੀਆਂ ਗੈਂਗ ਦੇ ਦੋ ਮੁੱਖ ਮੈਂਬਰਾਂ ਨੂੰ ਗ੍ਰਿਫ਼ਤਾਰ ਕਰਕੇ ਉਨ੍ਹਾਂ ਦੇ ਕਬਜ਼ੇ ਵਿੱਚੋਂ ਹਥਿਆਰ ਬਰਾਮਦ ਕੀਤੇ ਹਨ। ਐਸ.ਐਸ.ਪੀ. ਦੀਪਕ ਪਾਰੀਕ ਨੇ ਦੱਸਿਆ ਕਿ ਮੁਲਜ਼ਮਾਂ ਤੋਂ ਇੱਕ .32 ਬੋਰ ਦੇ ਦੋ ਪਿਸਤੌਲ ਅਤੇ ਜ਼ਿੰਦਾ ਕਾਰਤੂਸ ਬਰਾਮਦ ਹੋਏ ਹਨ। ਪੁਲਿਸ ਮੁਤਾਬਕ ਮੁਲਜ਼ਮ ਵਿਦੇਸ਼ ਵਿੱਚ ਬੈਠੇ ਗੈਂਗਸਟਰਾਂ ਦੇ ਇਸ਼ਾਰਿਆਂ ਉੱਤੇ ਕੰਮ ਕਰ ਰਹੇ ਸਨ ਅਤੇ ਕਿਸੇ ਵੱਡੀ ਵਾਰਦਾਤ ਨੂੰ ਅੰਜਾਮ ਦੇਣ ਦੀ ਤਿਆਰੀ ਵਿੱਚ ਸਨ। ਮਾਮਲਾ ਦਰਜ ਕਰਕੇ ਅਗਲੀ ਜਾਂਚ ਸ਼ੁਰੂ ਕਰ ਦਿੱਤੀ ਗਈ ਹੈ। ਸੰਗਠਿਤ ਅਪਰਾਧ ਦੇ ਖ਼ਿਲਾਫ਼ ਚੱਲ ਰਹੀ ਮੁਹਿੰਮ ਤਹਿਤ ਐਸ.ਏ.ਐਸ. ਨਗਰ ਪੁਲਿਸ ਨੇ ਪਾਕਿਸਤਾਨ ਸਥਿਤ ਅੱਤਵਾਦੀ ਰਿੰਦਾ ਅਤੇ ਅਮਰੀਕਾ ਸਥਿਤ ਹੈਪੀ ਪਾਸ਼ੀਆਂ ਗੈਂਗ ਦੇ ਦੋ ਮੁੱਖ ਮੈਂਬਰਾਂ ਨੂੰ ਗ੍ਰਿਫ਼ਤਾਰ ਕਰਕੇ ਉਨ੍ਹਾਂ ਦੇ ਕਬਜ਼ੇ ਵਿੱਚੋਂ ਹਥਿਆਰ ਬਰਾਮਦ ਕੀਤੇ ਹਨ। ਐਸ.ਐਸ.ਪੀ. ਦੀਪਕ ਪਾਰੀਕ ਨੇ ਦੱਸਿਆ ਕਿ ਮੁਲਜ਼ਮਾਂ ਤੋਂ ਇੱਕ .32 ਬੋਰ ਦੇ ਦੋ ਪਿਸਤੌਲ ਅਤੇ ਜ਼ਿੰਦਾ ਕਾਰਤੂਸ ਬਰਾਮਦ ਹੋਏ ਹਨ। ਪੁਲਿਸ ਮੁਤਾਬਕ ਮੁਲਜ਼ਮ ਵਿਦੇਸ਼ ਵਿੱਚ ਬੈਠੇ ਗੈਂਗਸਟਰਾਂ ਦੇ ਇਸ਼ਾਰਿਆਂ ਉੱਤੇ ਕੰਮ ਕਰ ਰਹੇ ਸਨ ਅਤੇ ਕਿਸੇ ਵੱਡੀ ਵਾਰਦਾਤ ਨੂੰ ਅੰਜਾਮ ਦੇਣ ਦੀ ਤਿਆਰੀ ਵਿੱਚ ਸਨ। ਮਾਮਲਾ ਦਰਜ ਕਰਕੇ ਅਗਲੀ ਜਾਂਚ ਸ਼ੁਰੂ ਕਰ ਦਿੱਤੀ ਗਈ ਹੈ। xyxy=(352,42,941,342)
photo-banner: ਸੂਬਾ ਜਥੇਬੰਦਕ ਇਜਲਾਸ xyxy=(207,239,265,249)
article-nirankari-cleaning: ਸਤਿਗੁਰੂ ਬਾਬਾ ਹਰਦੇਵ ਸਿੰਘ ਜੀ ਦੇ ਜਨਮ ਦਿਹਾੜੇ ਦੀ ਖ਼ੁਸ਼ੀ ਵਿੱਚ ਭਾਦਸੋਂ ਸਿਵਲ ਹਸਪਤਾਲ ਦੀ ਕੀਤੀ ਸਫ਼ਾਈ 📷 ਭਾਦਸੋਂ 23 ਫਰਵਰੀ (ਗੁਰਪ੍ਰੀਤ ਸਿੰਘ) : ਸਤਿਗੁਰੂ ਬਾਬਾ ਹਰਦੇਵ ਸਿੰਘ ਜੀ ਦੇ ਜਨਮ ਦਿਹਾੜੇ ਦੀ ਖ਼ੁਸ਼ੀ ਵਿੱਚ ਸੰਤ ਨਿਰੰਕਾਰੀ ਮਿਸ਼ਨ ਦੇ ਸੇਵਾਦਾਰਾਂ ਵੱਲੋਂ ਸਿਵਲ ਹਸਪਤਾਲ ਭਾਦਸੋਂ ਵਿਖੇ ਸਫ਼ਾਈ ਅਭਿਆਨ ਚਲਾਇਆ ਗਿਆ। ਸੇਵਾਦਾਰਾਂ ਨੇ ਹਸਪਤਾਲ ਦੇ ਵਿਹੜੇ ਅਤੇ ਕਮਰਿਆਂ ਦੀ ਸਫ਼ਾਈ ਕੀਤੀ। xyxy=(4,961,234,1142)
article-headline: ਫਤਿਹਗੜ੍ਹ ਸਾਹਿਬ ਇਲੈਕਟ੍ਰਾਨਿਕ ਮੀਡੀਆ ਕਲੱਬ ਵੱਲੋਂ ਨਵ ਨਿਯੁਕਤ ਜ਼ਿਲ੍ਹਾ ਪੁਲਿਸ ਮੁੱਖੀ ਅਗਰਵਾਲ ਨੂੰ ਕੀਤਾ ਸਨਮਾਨਿਤ xyxy=(718,962,939,985)
article-adarsh-school: ਮੁੱਖ ਮੰਤਰੀ ਪੰਜਾਬ ਦੇ ਨਾਮ ਆਦਰਸ਼ ਸਕੂਲ ਯੂਨੀਅਨ ਵੱਲੋਂ ਏਡੀਸੀ ਮੋਗਾ ਨੂੰ ਸੌਂਪਿਆ ਮੰਗ ਪੱਤਰ 📷 ਮੋਗਾ, 23 ਫਰਵਰੀ (ਜੀਤਾ) : ਆਦਰਸ਼ ਸਕੂਲ ਯੂਨੀਅਨ ਦੇ ਵਫ਼ਦ ਨੇ ਮੁੱਖ ਮੰਤਰੀ ਪੰਜਾਬ ਦੇ ਨਾਮ ਇੱਕ ਮੰਗ ਪੱਤਰ ਏਡੀਸੀ ਮੋਗਾ ਨੂੰ ਸੌਂਪਿਆ। ਯੂਨੀਅਨ ਦੇ ਆਗੂਆਂ ਨੇ ਕਿਹਾ ਕਿ ਆਦਰਸ਼ ਸਕੂਲਾਂ ਵਿੱਚ ਕੰਮ ਕਰਦੇ ਅਧਿਆਪਕਾਂ ਅਤੇ ਮੁਲਾਜ਼ਮਾਂ ਦੀਆਂ ਤਨਖ਼ਾਹਾਂ ਸਬੰਧੀ ਮੰਗਾਂ ਲੰਮੇ ਸਮੇਂ ਤੋਂ ਲਟਕ ਰਹੀਆਂ ਹਨ ਅਤੇ ਸਰਕਾਰ ਨੂੰ ਇਨ੍ਹਾਂ ਦਾ ਜਲਦ ਹੱਲ ਕਰਨਾ ਚਾਹੀਦਾ ਹੈ। xyxy=(352,350,592,514)
article-photo: 📷 xyxy=(767,1324,827,1384)
newspaper-logo: ਹੱਕ ਸੱਚ ਦਾ ਪਹਿਰੇਦਾਰ xyxy=(739,2,937,27)
article-headline: ਬੀਕੇਯੂ ਲੱਖੋਵਾਲ ਦੀ ਪਿੰਡ ਦੌਲਤਪੁਰਾ ਨੀਵਾਂ ਵਿਖੇ ਹੋਈ ਇਕੱਤਰਤਾ 5 ਮਾਰਚ ਚੰਡੀਗੜ੍ਹ ਵਿਖੇ ਲੱਗਣ ਵਾਲੇ ਧਰਨੇ ਤੇ ਲਾਈਆਂ ਡਿਊਟੀਆਂ : ਪ੍ਰਧਾਨ ਦੌਲਤਪੁਰਾ ਲੱਖੋਵਾਲ xyxy=(607,349,932,389)
article-photo: 📷 xyxy=(716,991,941,1091)
article-migration: ਪਰਵਾਸ ਕਰਨਾ ਬੁਰਾ ਨਹੀਂ, ਬੁਰਿਆਈ ਸਾਡੀ ਸੋਚ ਵਿਚ ਹੋ ਸਕਦੀ ਹੈ - ਜਸਵੀਰ ਸਿੰਘ ਚਾਹਲ ਸਿਰਫ਼ - ਨਿਜਾਈ ਕਿਸ ਕਿਤੇ ਤੇ ਨੀਤੇ ਦੇ ਭਿੰਨੇ ਦੇ ਭੇਦ.. ਵਰਕਰ ਵਿਚਾਰਾਂ ਅਤੇ ਹਾਲਾਤ ਤੇ ਅਗਾਂਹ ਵਧਾਉਣ ਵਾਲੇ ਕਿਸਾਨ ਵਿਦਿਆਰਥੀਆਂ ਕਰਨ ਸਾਡੇ ਕਰਨ ਹਾਂਦਾ ਹੈ । ਫਰਵਰੀ (ਜਸਵਿੰਦਰ ਸਿੰਘ) : ਪਰਵਾਸ ਕਰਨਾ ਬੁਰਾ ਨਹੀਂ, ਜ਼ਿੰਦਗੀ ਵਿੱਚ ਅੱਗੇ ਵਧਣ ਲਈ ਨੌਜਵਾਨ ਵਿਦੇਸ਼ਾਂ ਵੱਲ ਜਾ ਰਹੇ ਹਨ ਪਰ ਬੁਰਿਆਈ ਸਾਡੀ ਸੋਚ ਵਿੱਚ ਹੋ ਸਕਦੀ ਹੈ। ਜਸਵੀਰ ਸਿੰਘ ਚਾਹਲ ਨੇ ਕਿਹਾ ਕਿ ਨੌਜਵਾਨਾਂ ਨੂੰ ਆਪਣੀ ਮਿੱਟੀ ਅਤੇ ਵਿਰਸੇ ਨਾਲ ਜੁੜੇ ਰਹਿਣਾ ਚਾਹੀਦਾ ਹੈ ਅਤੇ ਕਾਨੂੰਨੀ ਤਰੀਕੇ ਨਾਲ ਹੀ ਵਿਦੇਸ਼ ਜਾਣਾ ਚਾਹੀਦਾ ਹੈ। 📷 ਪਰਵਾਸ ਕਰਨਾ ਬੁਰਾ ਨਹੀਂ, ਜ਼ਿੰਦਗੀ ਵਿੱਚ ਅੱਗੇ ਵਧਣ ਲਈ ਨੌਜਵਾਨ ਵਿਦੇਸ਼ਾਂ ਵੱਲ ਜਾ ਰਹੇ ਹਨ ਪਰ ਬੁਰਿਆਈ ਸਾਡੀ ਸੋਚ ਵਿੱਚ ਹੋ ਸਕਦੀ ਹੈ। ਜਸਵੀਰ ਸਿੰਘ ਚਾਹਲ ਨੇ ਕਿਹਾ ਕਿ ਨੌਜਵਾਨਾਂ ਨੂੰ ਆਪਣੀ ਮਿੱਟੀ ਅਤੇ ਵਿਰਸੇ ਨਾਲ ਜੁੜੇ ਰਹਿਣਾ ਚਾਹੀਦਾ ਹੈ ਅਤੇ ਕਾਨੂੰਨੀ ਤਰੀਕੇ ਨਾਲ ਹੀ ਵਿਦੇਸ਼ ਜਾਣਾ ਚਾਹੀਦਾ ਹੈ। xyxy=(611,1270,941,1504)
article-photo: 📷 xyxy=(4,994,234,1114)
article-photo: 📷 xyxy=(356,716,706,816)
article-headline: ਮੁੱਖ ਮੰਤਰੀ ਪੰਜਾਬ ਦੇ ਨਾਮ ਆਦਰਸ਼ ਸਕੂਲ ਯੂਨੀਅਨ ਵੱਲੋਂ ਏਡੀਸੀ ਮੋਗਾ ਨੂੰ ਸੌਂਪਿਆ ਮੰਗ ਪੱਤਰ xyxy=(356,350,588,373)
page-number: 6 xyxy=(6,2,32,32)
issue-date: ਸੋਮਵਾਰ 24 ਫਰਵਰੀ, 2025 xyxy=(40,9,187,24)
article-photo: 📷 xyxy=(120,1300,342,1390)
